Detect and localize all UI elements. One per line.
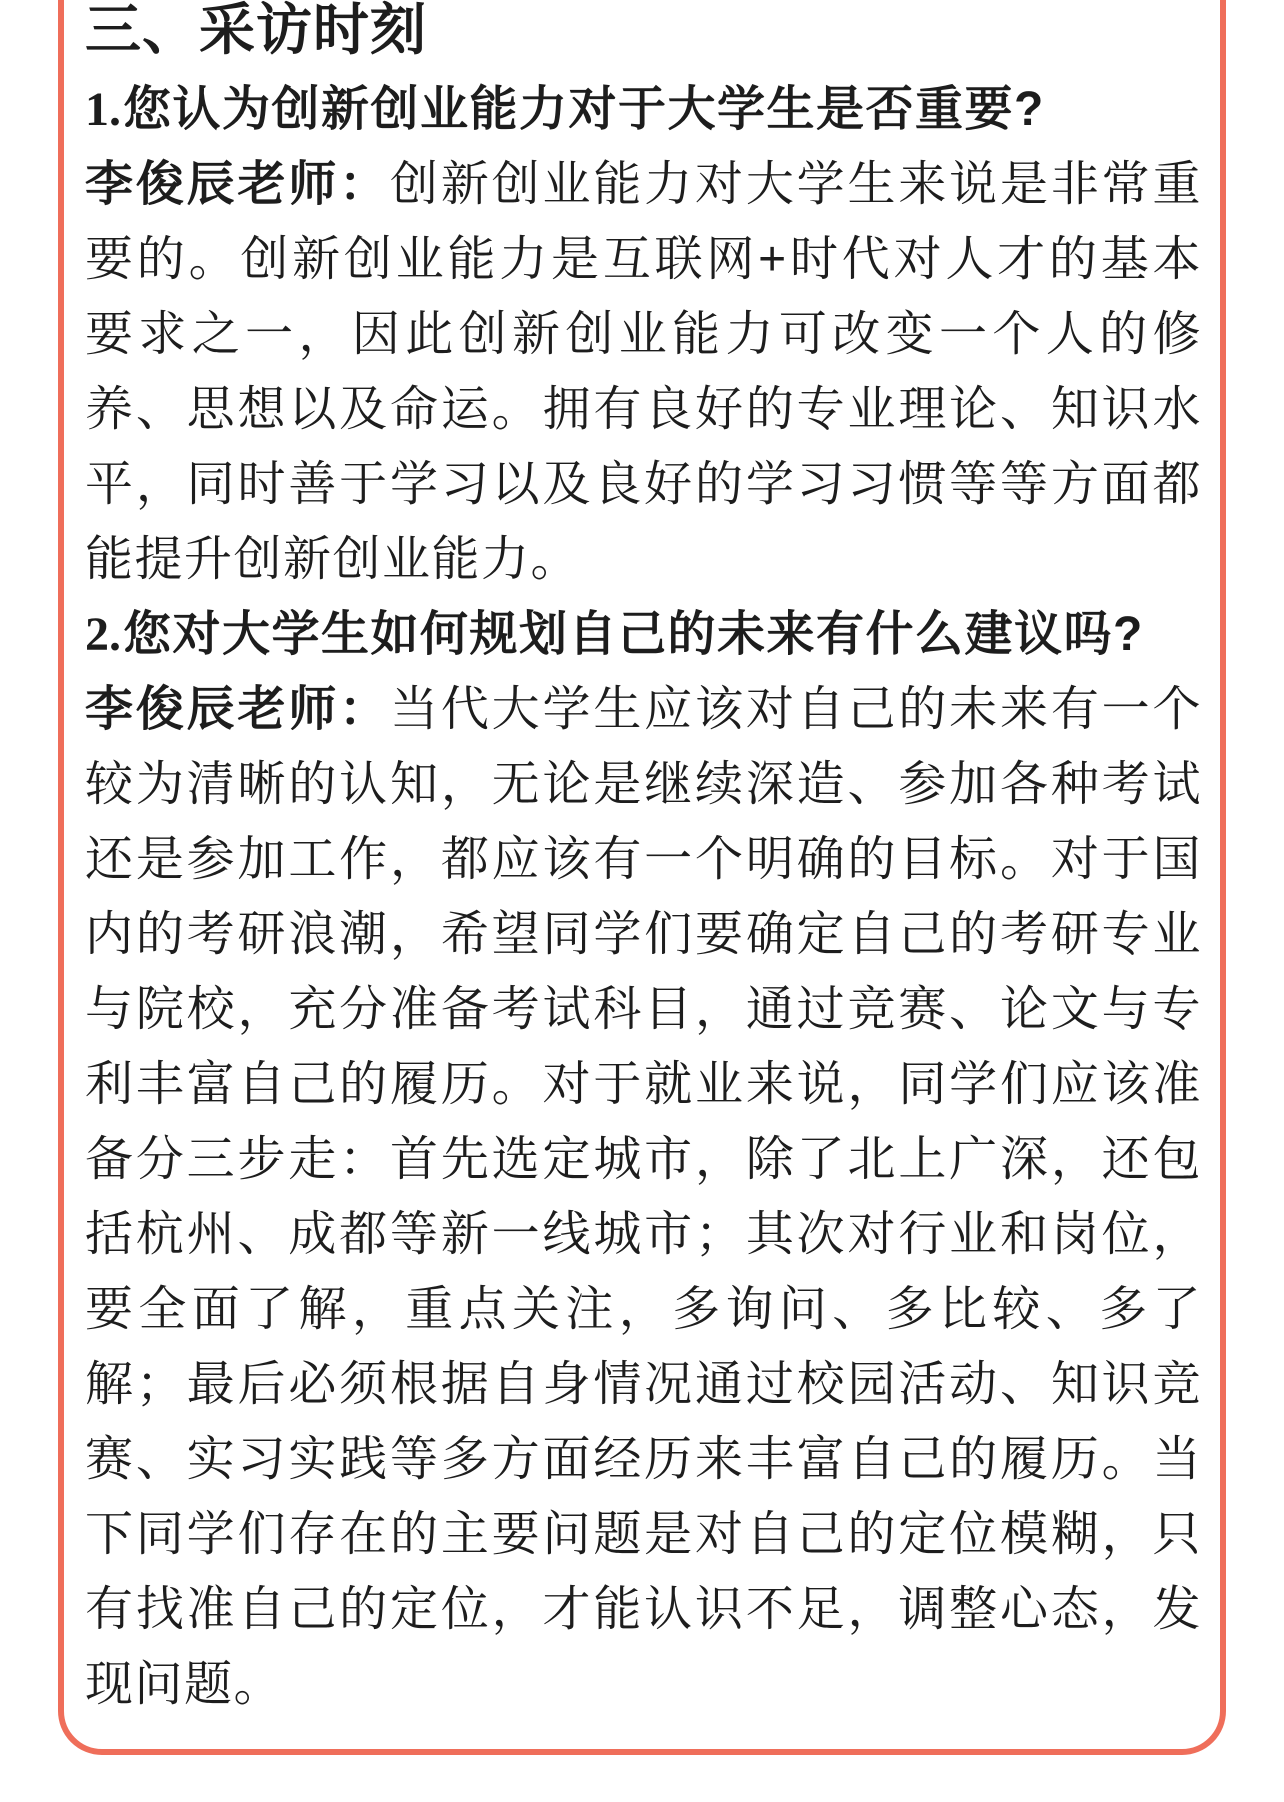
- answer-1-speaker: 李俊辰老师：: [85, 158, 390, 211]
- question-2-text: 您对大学生如何规划自己的未来有什么建议吗?: [123, 608, 1144, 661]
- answer-1-text: 创新创业能力对大学生来说是非常重要的。创新创业能力是互联网+时代对人才的基本要求之一，因此创新创业能力可改变一个人的修养、思想以及命运。拥有良好的专业理论、知识水平，同时善于学习以及良好的学习习惯等等方面都能提升创新创业能力。: [85, 158, 1202, 586]
- question-1-text: 您认为创新创业能力对于大学生是否重要?: [123, 83, 1045, 136]
- question-1-number: 1.: [85, 83, 121, 136]
- answer-2-speaker: 李俊辰老师：: [85, 683, 390, 736]
- answer-2-text: 当代大学生应该对自己的未来有一个较为清晰的认知，无论是继续深造、参加各种考试还是参加工作，都应该有一个明确的目标。对于国内的考研浪潮，希望同学们要确定自己的考研专业与院校，充分准备考试科目，通过竞赛、论文与专利丰富自己的履历。对于就业来说，同学们应该准备分三步走：首先选定城市，除了北上广深，还包括杭州、成都等新一线城市；其次对行业和岗位，要全面了解，重点关注，多询问、多比较、多了解；最后必须根据自身情况通过校园活动、知识竞赛、实习实践等多方面经历来丰富自己的履历。当下同学们存在的主要问题是对自己的定位模糊，只有找准自己的定位，才能认识不足，调整心态，发现问题。: [85, 683, 1202, 1711]
- question-1: [85, 72, 1202, 147]
- answer-2: [85, 672, 1202, 1722]
- article-border-box: [58, 0, 1226, 1755]
- question-2-number: 2.: [85, 608, 121, 661]
- question-2: [85, 597, 1202, 672]
- answer-1: [85, 147, 1202, 597]
- section-title: 三、采访时刻: [85, 0, 427, 61]
